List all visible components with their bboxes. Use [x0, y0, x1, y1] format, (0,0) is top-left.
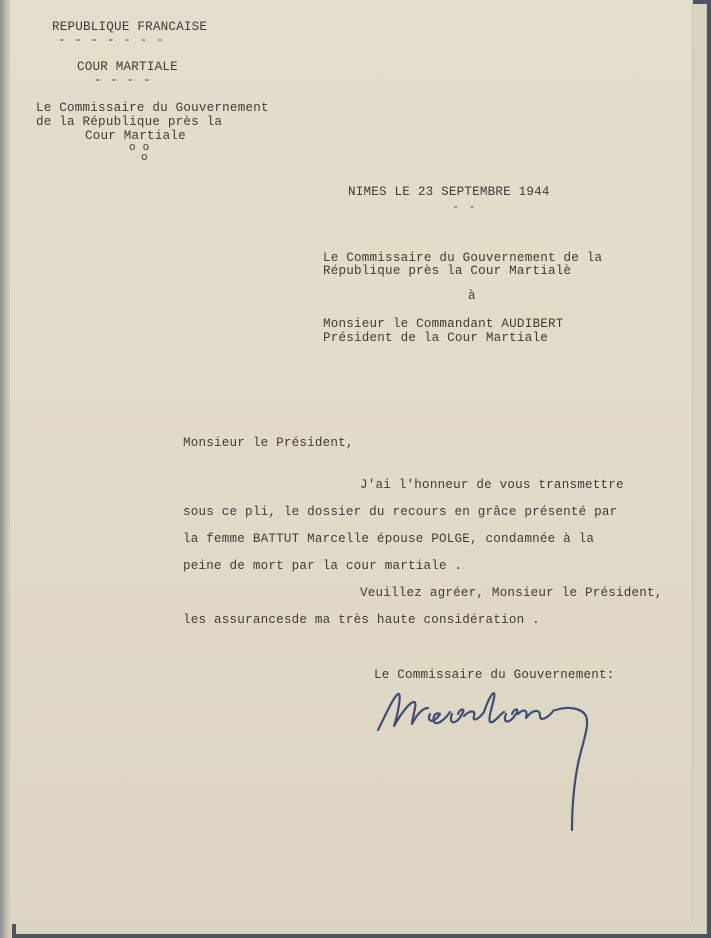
date-underline: - -: [452, 200, 477, 214]
issuer-line-1: Le Commissaire du Gouvernement: [36, 101, 269, 115]
salutation: Monsieur le Président,: [183, 436, 354, 450]
recipient-line-2: Président de la Cour Martiale: [323, 331, 548, 345]
republic-heading: REPUBLIQUE FRANCAISE: [52, 20, 208, 34]
body-line-4: peine de mort par la cour martiale .: [183, 559, 463, 573]
issuer-line-3: Cour Martiale: [85, 129, 186, 143]
court-heading: COUR MARTIALE: [77, 60, 178, 74]
body-line-1: J'ai l'honneur de vous transmettre: [360, 478, 624, 492]
body-line-2: sous ce pli, le dossier du recours en grâce présenté par: [183, 505, 618, 519]
ornament-bottom: o: [141, 152, 148, 164]
republic-divider: - - - - - - -: [58, 33, 165, 47]
court-divider: - - - -: [94, 73, 152, 87]
issuer-line-2: de la République près la: [36, 115, 223, 129]
body-line-5: Veuillez agréer, Monsieur le Président,: [360, 586, 663, 600]
sender-line-2: République près la Cour Martialè: [323, 264, 572, 278]
closing-title: Le Commissaire du Gouvernement:: [374, 668, 615, 682]
recipient-line-1: Monsieur le Commandant AUDIBERT: [323, 317, 564, 331]
address-to: à: [468, 289, 476, 303]
handwritten-signature: [372, 684, 602, 844]
date-line: NIMES LE 23 SEPTEMBRE 1944: [348, 185, 550, 199]
ornament-top: o o: [129, 142, 150, 154]
body-line-3: la femme BATTUT Marcelle épouse POLGE, condamnée à la: [183, 532, 595, 546]
body-line-6: les assurancesde ma très haute considération .: [183, 613, 540, 627]
sender-line-1: Le Commissaire du Gouvernement de la: [323, 251, 603, 265]
